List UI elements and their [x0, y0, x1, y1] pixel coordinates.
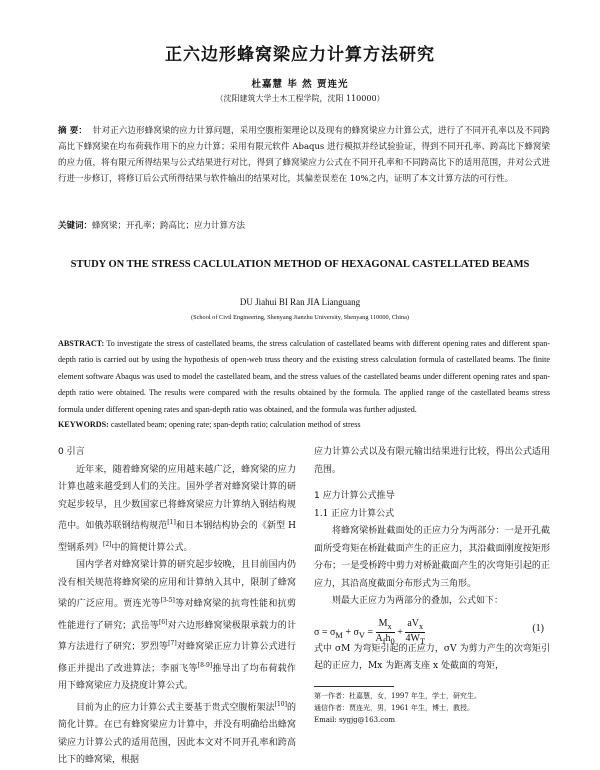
- keywords-cn: [58, 219, 550, 231]
- keywords-en: [58, 420, 550, 429]
- text: 的简化计算。在已有蜂窝梁应力计算中，并没有明确给出蜂窝梁应力计算公式的适用范围，因此本文对不同开孔率和跨高比下的蜂窝梁，根据: [58, 702, 296, 765]
- paper-title-cn: 正六边形蜂窝梁应力计算方法研究: [165, 45, 435, 65]
- citation: [10]: [274, 700, 287, 708]
- eq-text: h: [385, 632, 391, 644]
- text: 目前为止的应力计算公式主要基于贵式空腹桁架法: [76, 702, 275, 713]
- footnote-email: Email: sygjg@163.com: [314, 716, 396, 724]
- text: 对蜂窝梁正应力计算公式进行修正并提出了改进算法；李丽飞等: [58, 642, 296, 674]
- footnote-corresponding-author: 通信作者：贾连光，男，1961 年生，博士，教授。: [314, 704, 475, 712]
- keywords-cn-text: 蜂窝梁；开孔率；跨高比；应力计算方法: [92, 221, 246, 231]
- citation: [7]: [168, 640, 177, 647]
- equation-number: (1): [532, 622, 544, 634]
- paragraph: 应力计算公式以及有限元输出结果进行比较，得出公式适用范围。: [314, 447, 550, 475]
- eq-fraction: [405, 618, 425, 647]
- keywords-en-label: KEYWORDS:: [58, 420, 109, 429]
- eq-sub: f: [382, 636, 386, 646]
- paper-title-en: STUDY ON THE STRESS CACLULATION METHOD OF HEXAGONAL CASTELLATED BEAMS: [70, 259, 530, 270]
- eq-sub: 0: [390, 636, 395, 646]
- section-0-heading: 0 引言: [58, 447, 85, 457]
- authors-en: DU Jiahui BI Ran JIA Lianguang: [239, 297, 361, 307]
- eq-text: M: [378, 617, 388, 629]
- citation: [1]: [167, 519, 176, 526]
- citation: [2]: [103, 540, 112, 548]
- text: 国内学者对蜂窝梁计算的研究起步较晚，且目前国内仍没有相关规范将蜂窝梁的应用和计算纳入其中，限制了蜂窝梁的广泛应用。贾连光等: [58, 560, 296, 609]
- equation-1: [314, 611, 550, 646]
- abstract-en-text: To investigate the stress of castellated beams, the stress calculation of castellated beams with different opening rates and different span-depth ratio is carried out by using the hypothesis of open-web truss theory and the existing stress calculation formula of castellated beams. The finite element software Abaqus was used to model the castellated beam, and the stress values of the castellated beams under different opening rates and span-depth ratio were obtained. The results were compared with the results obtained by the formula. The applied range of the castellated beams stress formula under different opening rates and span-depth ratio was obtained, and the formula was further adjusted.: [58, 339, 550, 414]
- paragraph: 则最大正应力为两部分的叠加，公式如下：: [332, 596, 504, 606]
- text: 近年来，随着蜂窝梁的应用越来越广泛，蜂窝梁的应力计算也越来越受到人们的关注。国外学者对蜂窝梁计算的研究起步较早，且少数国家已将蜂窝梁应力计算纳入钢结构规范中。如俄苏联钢结构规范: [58, 464, 296, 531]
- eq-text: aV: [407, 617, 420, 629]
- text: 推导出了均布荷载作用下蜂窝梁应力及挠度计算公式。: [58, 663, 296, 691]
- left-column: [58, 444, 296, 770]
- footnotes: [314, 690, 550, 726]
- eq-fraction: [376, 618, 395, 647]
- authors-cn: 杜嘉慧 毕 然 贾连光: [251, 79, 349, 90]
- paragraph: 式中 σM 为弯矩引起的正应力，σV 为剪力产生的次弯矩引起的正应力，Mx 为距离支座 x 处截面的弯矩，: [314, 643, 550, 671]
- keywords-cn-label: 关键词：: [58, 221, 93, 231]
- text: 和日本钢结构协会的《新型 H 型钢系列》: [58, 521, 296, 553]
- eq-sub: M: [335, 630, 343, 640]
- paragraph: [58, 557, 296, 696]
- abstract-en-label: ABSTRACT:: [58, 339, 105, 348]
- paragraph: [58, 462, 296, 558]
- citation: [8-9]: [197, 661, 213, 669]
- eq-sub: x: [419, 621, 424, 631]
- eq-text: =: [364, 626, 376, 638]
- abstract-cn: [58, 123, 550, 187]
- eq-text: 4W: [405, 632, 420, 644]
- eq-sub: V: [358, 630, 365, 640]
- abstract-en: [58, 336, 550, 418]
- footnote-divider: [314, 686, 394, 687]
- affiliation-cn: （沈阳建筑大学土木工程学院，沈阳 110000）: [215, 94, 385, 103]
- paragraph: 将蜂窝梁桥趾截面处的正应力分为两部分：一是开孔截面所受弯矩在桥趾截面产生的正应力，其沿截面刚度按矩形分布；一是受桥跨中剪力对桥趾截面产生的次弯矩引起的正应力，其沿高度截面分布形式为三角形。: [314, 526, 550, 589]
- footnote-first-author: 第一作者：杜嘉慧，女，1997 年生，学士，研究生。: [314, 692, 482, 700]
- eq-text: σ = σ: [314, 626, 336, 638]
- text: 对六边形蜂窝梁极限承载力的计算方法进行了研究；罗烈等: [58, 620, 296, 652]
- abstract-cn-text: 针对正六边形蜂窝梁的应力计算问题，采用空腹桁架理论以及现有的蜂窝梁应力计算公式，进行了不同开孔率以及不同跨高比下蜂窝梁在均布荷载作用下的应力计算；采用有限元软件 Abaqus 进行模拟并经试验验证，得到不同开孔率、跨高比下蜂窝梁的应力值，将有限元所得结果与公式结果进行对比，得到了蜂窝梁应力公式在不同开孔率和不同跨高比下的适用范围，并对公式进行进一步修订，将修订后公式所得结果与软件输出的结果对比，其偏差误差在 10%之内，证明了本文计算方法的可行性。: [58, 126, 550, 184]
- section-1-heading: 1 应力计算公式推导: [314, 491, 395, 501]
- paragraph: [58, 696, 296, 770]
- citation: [6]: [158, 618, 168, 626]
- eq-sub: T: [419, 636, 426, 646]
- abstract-cn-label: 摘 要：: [58, 126, 87, 136]
- keywords-en-text: castellated beam; opening rate; span-depth ratio; calculation method of stress: [110, 420, 361, 429]
- text: 中的简便计算公式。: [111, 542, 193, 553]
- eq-text: +: [394, 626, 406, 638]
- eq-text: + σ: [342, 626, 359, 638]
- text: 等对蜂窝梁的抗弯性能和抗剪性能进行了研究；武岳等: [58, 599, 296, 631]
- section-1-1-heading: 1.1 正应力计算公式: [314, 508, 395, 519]
- citation: [3-5]: [160, 597, 175, 604]
- eq-text: A: [375, 632, 383, 644]
- right-column: [314, 444, 550, 676]
- eq-sub: x: [387, 621, 392, 631]
- affiliation-en: (School of Civil Engineering, Shenyang Jianzhu University, Shenyang 110000, China): [191, 314, 409, 321]
